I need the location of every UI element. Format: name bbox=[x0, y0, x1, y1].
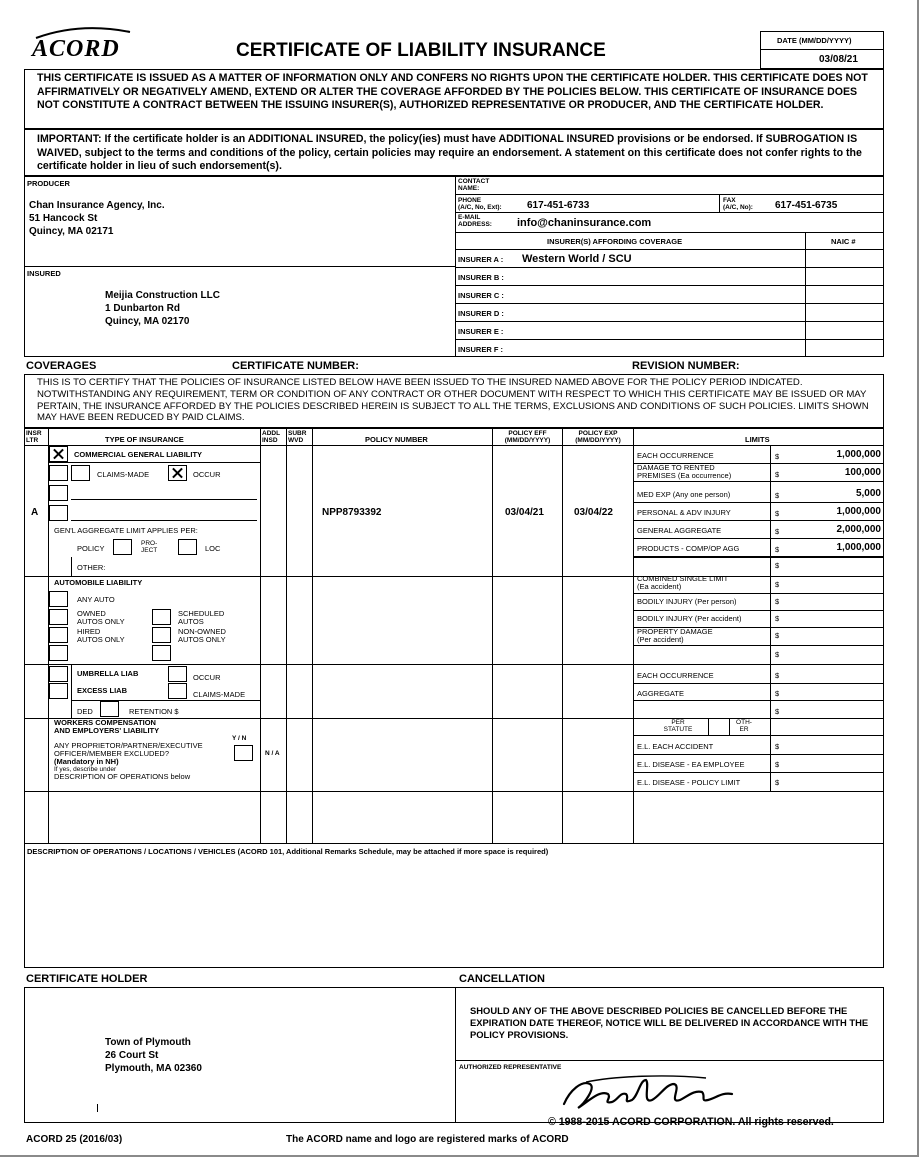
policy-label: POLICY bbox=[77, 544, 105, 553]
project-label: PRO- JECT bbox=[141, 540, 158, 554]
scheduled-autos-checkbox[interactable] bbox=[152, 609, 171, 625]
umb-aggregate-label: AGGREGATE bbox=[637, 689, 684, 698]
gl-limit-dollar: $ bbox=[775, 452, 780, 461]
owned-autos-checkbox[interactable] bbox=[49, 609, 68, 625]
acord-logo bbox=[30, 24, 140, 64]
hired-autos-checkbox[interactable] bbox=[49, 627, 68, 643]
gl-limit-label: MED EXP (Any one person) bbox=[637, 490, 731, 499]
important-box bbox=[24, 129, 884, 176]
gl-policy-eff: 03/04/21 bbox=[505, 507, 544, 518]
nonowned-autos-checkbox[interactable] bbox=[152, 627, 171, 643]
auto-bi-person-label: BODILY INJURY (Per person) bbox=[637, 597, 737, 606]
umb-each-occurrence-dollar: $ bbox=[775, 671, 780, 680]
contact-name-label: CONTACT NAME: bbox=[458, 178, 490, 192]
col-policy-number: POLICY NUMBER bbox=[365, 435, 428, 444]
gl-limit-value: 1,000,000 bbox=[836, 542, 881, 553]
gl-limit-label: PERSONAL & ADV INJURY bbox=[637, 508, 731, 517]
email-label: E-MAIL ADDRESS: bbox=[458, 214, 492, 228]
umbrella-checkbox[interactable] bbox=[49, 666, 68, 682]
gl-limit-dollar: $ bbox=[775, 527, 780, 536]
gl-limit-value: 1,000,000 bbox=[836, 506, 881, 517]
umb-aggregate-dollar: $ bbox=[775, 689, 780, 698]
claims-made-checkbox[interactable] bbox=[71, 465, 90, 481]
certificate-number-label: CERTIFICATE NUMBER: bbox=[232, 360, 359, 372]
gl-limit-dollar-extra: $ bbox=[775, 561, 780, 570]
yn-label: Y / N bbox=[232, 735, 247, 742]
el-policy-label: E.L. DISEASE - POLICY LIMIT bbox=[637, 778, 741, 787]
auto-extra-checkbox-1[interactable] bbox=[49, 645, 68, 661]
email-value: info@chaninsurance.com bbox=[517, 217, 652, 229]
description-label: DESCRIPTION OF OPERATIONS / LOCATIONS / VEHICLES (ACORD 101, Additional Remarks Schedule, may be attached if more space is required) bbox=[27, 847, 549, 856]
col-type: TYPE OF INSURANCE bbox=[105, 435, 184, 444]
gl-limit-value: 5,000 bbox=[855, 488, 881, 499]
umbrella-claims-checkbox[interactable] bbox=[168, 683, 187, 699]
gl-limit-label: EACH OCCURRENCE bbox=[637, 451, 714, 460]
cancellation-text: SHOULD ANY OF THE ABOVE DESCRIBED POLICIES BE CANCELLED BEFORE THE EXPIRATION DATE THEREOF, NOTICE WILL BE DELIVERED IN ACCORDANCE WITH THE POLICY PROVISIONS. bbox=[470, 1005, 869, 1040]
trademark-text: The ACORD name and logo are registered marks of ACORD bbox=[286, 1134, 569, 1145]
loc-label: LOC bbox=[205, 544, 221, 553]
disclaimer-box bbox=[24, 69, 884, 129]
insurer-f-label: INSURER F : bbox=[458, 345, 503, 354]
owned-autos-label: OWNED AUTOS ONLY bbox=[77, 609, 125, 626]
retention-label: RETENTION $ bbox=[129, 707, 179, 716]
form-number: ACORD 25 (2016/03) bbox=[26, 1134, 123, 1145]
umbrella-occur-checkbox[interactable] bbox=[168, 666, 187, 682]
auto-bi-person-dollar: $ bbox=[775, 597, 780, 606]
any-auto-label: ANY AUTO bbox=[77, 595, 115, 604]
revision-number-label: REVISION NUMBER: bbox=[632, 360, 740, 372]
gl-limit-label: DAMAGE TO RENTED PREMISES (Ea occurrence) bbox=[637, 463, 732, 480]
occur-label: OCCUR bbox=[193, 470, 221, 479]
gl-limit-label: GENERAL AGGREGATE bbox=[637, 526, 722, 535]
gl-limit-label: PRODUCTS - COMP/OP AGG bbox=[637, 544, 740, 553]
holder-name: Town of Plymouth bbox=[105, 1037, 191, 1048]
per-statute-label: PER STATUTE bbox=[663, 719, 693, 733]
col-limits: LIMITS bbox=[745, 435, 770, 444]
umb-extra-dollar: $ bbox=[775, 707, 780, 716]
important-text: IMPORTANT: If the certificate holder is an ADDITIONAL INSURED, the policy(ies) must have ADDITIONAL INSURED provisions or be endorsed. If SUBROGATION IS WAIVED, subject to the terms and conditions of the policy, certain policies may require an endorsement. A statement on this certificate does not confer rights to the certificate holder in lieu of such endorsement(s). bbox=[37, 133, 862, 172]
copyright-text: © 1988-2015 ACORD CORPORATION. All rights reserved. bbox=[548, 1116, 834, 1128]
gl-insurer-letter: A bbox=[31, 507, 39, 518]
cgl-label: COMMERCIAL GENERAL LIABILITY bbox=[74, 450, 203, 459]
el-employee-label: E.L. DISEASE - EA EMPLOYEE bbox=[637, 760, 745, 769]
producer-city: Quincy, MA 02171 bbox=[29, 226, 114, 237]
insurer-d-label: INSURER D : bbox=[458, 309, 504, 318]
auto-csl-dollar: $ bbox=[775, 580, 780, 589]
auto-title: AUTOMOBILE LIABILITY bbox=[54, 578, 143, 587]
page-title: CERTIFICATE OF LIABILITY INSURANCE bbox=[236, 40, 606, 61]
col-subr-wvd: SUBR WVD bbox=[288, 430, 307, 444]
fax-value: 617-451-6735 bbox=[775, 200, 838, 211]
gl-row2-checkbox[interactable] bbox=[49, 465, 68, 481]
gl-limit-dollar: $ bbox=[775, 509, 780, 518]
producer-street: 51 Hancock St bbox=[29, 213, 98, 224]
insurers-header: INSURER(S) AFFORDING COVERAGE bbox=[547, 237, 683, 246]
gl-row3-checkbox[interactable] bbox=[49, 485, 68, 501]
gl-limit-value: 1,000,000 bbox=[836, 449, 881, 460]
gl-limit-value: 2,000,000 bbox=[836, 524, 881, 535]
gl-limit-dollar: $ bbox=[775, 545, 780, 554]
workers-na: N / A bbox=[265, 750, 280, 757]
auto-extra-dollar: $ bbox=[775, 650, 780, 659]
col-policy-exp: POLICY EXP (MM/DD/YYYY) bbox=[575, 430, 621, 444]
date-label: DATE (MM/DD/YYYY) bbox=[777, 36, 852, 45]
insurer-c-label: INSURER C : bbox=[458, 291, 504, 300]
authorized-rep-label: AUTHORIZED REPRESENTATIVE bbox=[459, 1064, 562, 1071]
excess-label: EXCESS LIAB bbox=[77, 686, 128, 695]
insurer-a-label: INSURER A : bbox=[458, 255, 504, 264]
el-each-dollar: $ bbox=[775, 742, 780, 751]
description-box bbox=[24, 843, 884, 968]
coverages-notice-text: THIS IS TO CERTIFY THAT THE POLICIES OF INSURANCE LISTED BELOW HAVE BEEN ISSUED TO THE INSURED NAMED ABOVE FOR THE POLICY PERIOD INDICATED. NOTWITHSTANDING ANY REQUIREMENT, TERM OR CONDITION OF ANY CONTRACT OR OTHER DOCUMENT WITH RESPECT TO WHICH THIS CERTIFICATE MAY BE ISSUED OR MAY PERTAIN, THE INSURANCE AFFORDED BY THE POLICIES DESCRIBED HEREIN IS SUBJECT TO ALL THE TERMS, EXCLUSIONS AND CONDITIONS OF SUCH POLICIES. LIMITS SHOWN MAY HAVE BEEN REDUCED BY PAID CLAIMS. bbox=[37, 377, 869, 424]
gl-policy-number: NPP8793392 bbox=[322, 507, 382, 518]
producer-label: PRODUCER bbox=[27, 179, 70, 188]
el-each-label: E.L. EACH ACCIDENT bbox=[637, 742, 714, 751]
workers-excluded-checkbox[interactable] bbox=[234, 745, 253, 761]
naic-label: NAIC # bbox=[831, 237, 856, 246]
ded-checkbox[interactable] bbox=[100, 701, 119, 717]
occur-checkbox[interactable] bbox=[168, 465, 187, 481]
el-employee-dollar: $ bbox=[775, 760, 780, 769]
cancellation-box bbox=[455, 987, 884, 1123]
certificate-holder-label: CERTIFICATE HOLDER bbox=[26, 973, 148, 985]
nonowned-autos-label: NON-OWNED AUTOS ONLY bbox=[178, 627, 226, 644]
gl-row4-checkbox[interactable] bbox=[49, 505, 68, 521]
coverages-notice-box bbox=[24, 374, 884, 428]
el-policy-dollar: $ bbox=[775, 778, 780, 787]
col-policy-eff: POLICY EFF (MM/DD/YYYY) bbox=[504, 430, 551, 444]
fax-label: FAX (A/C, No): bbox=[723, 197, 753, 211]
auto-pd-label: PROPERTY DAMAGE (Per accident) bbox=[637, 627, 713, 644]
date-box bbox=[760, 31, 884, 69]
insurer-e-label: INSURER E : bbox=[458, 327, 504, 336]
auto-pd-dollar: $ bbox=[775, 631, 780, 640]
col-insr-ltr: INSR LTR bbox=[26, 430, 42, 444]
acord-logo-text: ACORD bbox=[32, 36, 120, 62]
scheduled-autos-label: SCHEDULED AUTOS bbox=[178, 609, 225, 626]
insured-name: Meijia Construction LLC bbox=[105, 290, 220, 301]
other-label: OTHER: bbox=[77, 563, 106, 572]
insurer-b-label: INSURER B : bbox=[458, 273, 504, 282]
cgl-checkbox[interactable] bbox=[49, 446, 68, 462]
umbrella-occur-label: OCCUR bbox=[193, 673, 221, 682]
coverages-label: COVERAGES bbox=[26, 360, 97, 372]
gl-limit-dollar: $ bbox=[775, 491, 780, 500]
auto-csl-label: COMBINED SINGLE LIMIT (Ea accident) bbox=[637, 574, 729, 591]
coverage-table bbox=[24, 428, 884, 844]
producer-name: Chan Insurance Agency, Inc. bbox=[29, 200, 165, 211]
insured-street: 1 Dunbarton Rd bbox=[105, 303, 180, 314]
workers-title: WORKERS COMPENSATION AND EMPLOYERS' LIABILITY bbox=[54, 718, 160, 735]
insurer-a-name: Western World / SCU bbox=[522, 253, 632, 265]
other-er-label: OTH- ER bbox=[736, 719, 752, 733]
umbrella-claims-label: CLAIMS-MADE bbox=[193, 690, 246, 699]
umb-each-occurrence-label: EACH OCCURRENCE bbox=[637, 671, 714, 680]
insured-label: INSURED bbox=[27, 269, 61, 278]
date-value: 03/08/21 bbox=[819, 54, 858, 65]
auto-extra-checkbox-2[interactable] bbox=[152, 645, 171, 661]
phone-label: PHONE (A/C, No, Ext): bbox=[458, 197, 502, 211]
any-auto-checkbox[interactable] bbox=[49, 591, 68, 607]
gl-aggregate-label: GEN'L AGGREGATE LIMIT APPLIES PER: bbox=[54, 526, 198, 535]
holder-street: 26 Court St bbox=[105, 1050, 159, 1061]
auto-bi-accident-label: BODILY INJURY (Per accident) bbox=[637, 614, 742, 623]
auto-bi-accident-dollar: $ bbox=[775, 614, 780, 623]
holder-city: Plymouth, MA 02360 bbox=[105, 1063, 202, 1074]
signature-icon bbox=[556, 1070, 756, 1116]
insured-city: Quincy, MA 02170 bbox=[105, 316, 190, 327]
holder-box bbox=[24, 987, 456, 1123]
claims-made-label: CLAIMS-MADE bbox=[97, 470, 150, 479]
gl-limit-dollar: $ bbox=[775, 470, 780, 479]
cancellation-label: CANCELLATION bbox=[459, 973, 545, 985]
disclaimer-text: THIS CERTIFICATE IS ISSUED AS A MATTER OF INFORMATION ONLY AND CONFERS NO RIGHTS UPON THE CERTIFICATE HOLDER. THIS CERTIFICATE DOES NOT AFFIRMATIVELY OR NEGATIVELY AMEND, EXTEND OR ALTER THE COVERAGE AFFORDED BY THE POLICIES BELOW. THIS CERTIFICATE OF INSURANCE DOES NOT CONSTITUTE A CONTRACT BETWEEN THE ISSUING INSURER(S), AUTHORIZED REPRESENTATIVE OR PRODUCER, AND THE CERTIFICATE HOLDER. bbox=[37, 72, 868, 111]
ded-label: DED bbox=[77, 707, 93, 716]
col-addl-insd: ADDL INSD bbox=[262, 430, 281, 444]
workers-question: ANY PROPRIETOR/PARTNER/EXECUTIVE OFFICER/MEMBER EXCLUDED? (Mandatory in NH) If yes, describe under DESCRIPTION OF OPERATIONS below bbox=[54, 741, 203, 781]
excess-checkbox[interactable] bbox=[49, 683, 68, 699]
gl-limit-value: 100,000 bbox=[844, 467, 881, 478]
policy-checkbox[interactable] bbox=[113, 539, 132, 555]
phone-value: 617-451-6733 bbox=[527, 200, 590, 211]
gl-policy-exp: 03/04/22 bbox=[574, 507, 613, 518]
umbrella-label: UMBRELLA LIAB bbox=[77, 669, 139, 678]
hired-autos-label: HIRED AUTOS ONLY bbox=[77, 627, 125, 644]
project-checkbox[interactable] bbox=[178, 539, 197, 555]
producer-section bbox=[24, 176, 884, 357]
